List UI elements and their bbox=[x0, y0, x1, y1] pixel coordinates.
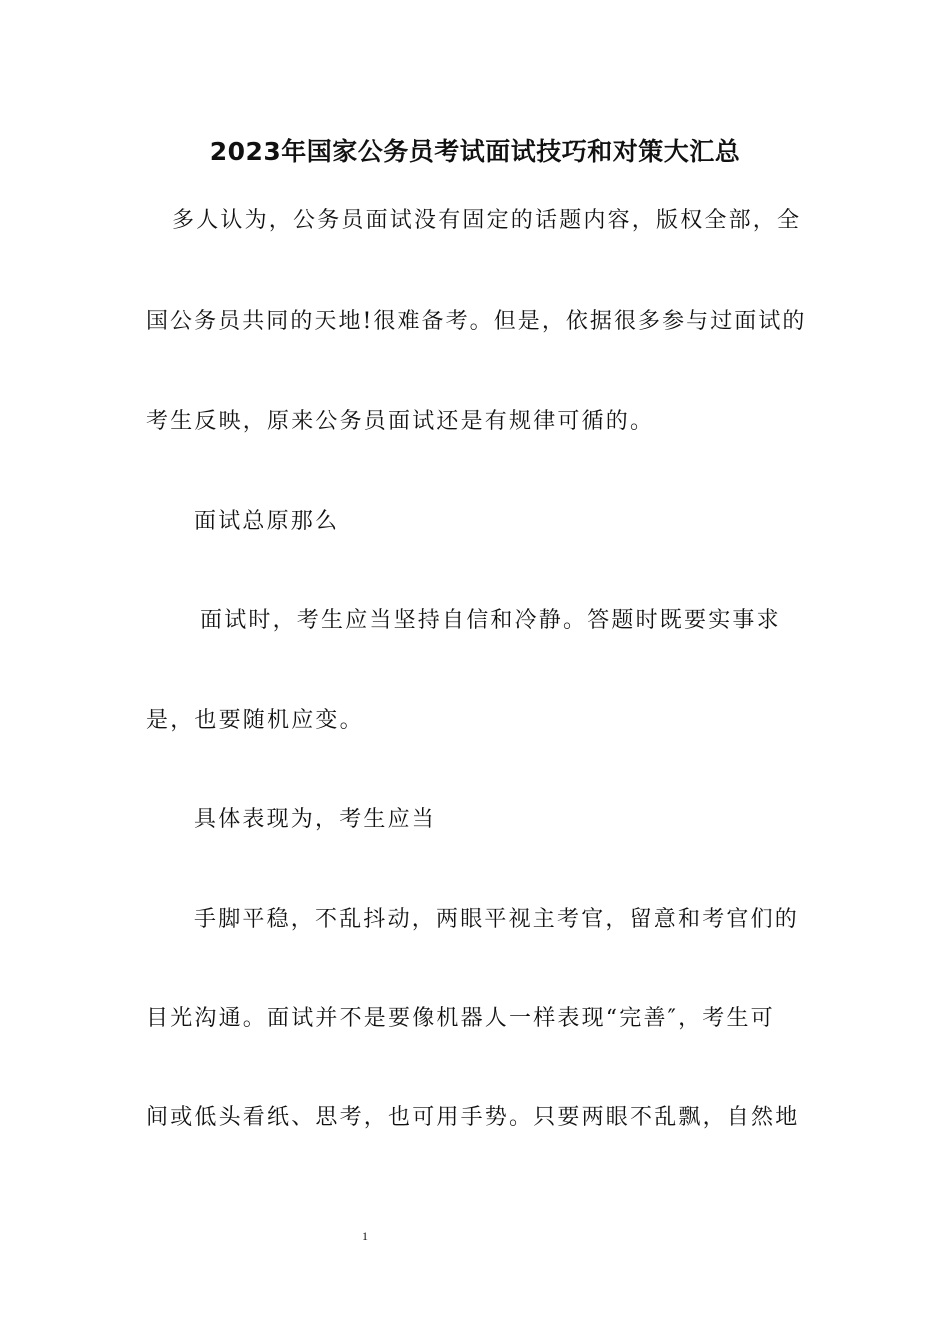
paragraph-line: 具体表现为，考生应当 bbox=[194, 807, 437, 832]
paragraph-line: 多人认为，公务员面试没有固定的话题内容，版权全部，全 bbox=[172, 208, 802, 233]
paragraph-line: 间或低头看纸、思考，也可用手势。只要两眼不乱飘，自然地 bbox=[146, 1105, 800, 1130]
paragraph-line: 目光沟通。面试并不是要像机器人一样表现“完善″，考生可 bbox=[146, 1006, 775, 1031]
paragraph-line: 国公务员共同的天地!很难备考。但是，依据很多参与过面试的 bbox=[146, 309, 807, 334]
paragraph-line: 手脚平稳，不乱抖动，两眼平视主考官，留意和考官们的 bbox=[194, 907, 800, 932]
section-heading: 面试总原那么 bbox=[194, 509, 340, 534]
document-title: 2023年国家公务员考试面试技巧和对策大汇总 bbox=[209, 137, 741, 166]
paragraph-line: 考生反映，原来公务员面试还是有规律可循的。 bbox=[146, 409, 655, 434]
page-number: 1 bbox=[362, 1229, 368, 1243]
paragraph-line: 是，也要随机应变。 bbox=[146, 708, 364, 733]
paragraph-line: 面试时，考生应当坚持自信和冷静。答题时既要实事求 bbox=[200, 608, 781, 633]
